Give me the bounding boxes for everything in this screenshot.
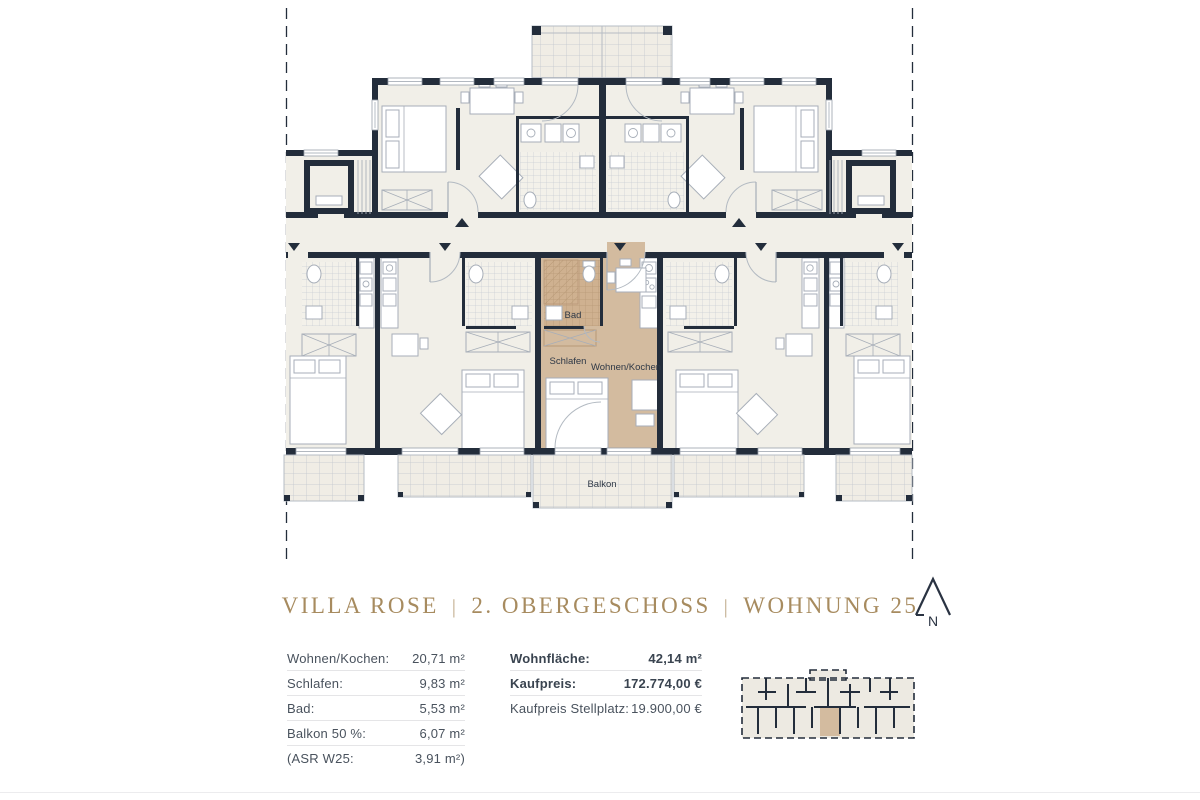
- table-row: [510, 696, 702, 720]
- row-label: Kaufpreis Stellplatz:: [510, 700, 630, 716]
- row-label: Wohnfläche:: [510, 650, 590, 666]
- room-label-bad: Bad: [564, 310, 582, 321]
- row-value: 5,53 m²: [419, 700, 465, 716]
- row-value: 9,83 m²: [419, 675, 465, 691]
- floor-plan: [280, 0, 920, 566]
- table-row: [287, 696, 465, 721]
- north-label: N: [927, 613, 939, 629]
- title-unit: WOHNUNG 25: [743, 593, 919, 618]
- room-label-schlafen: Schlafen: [549, 356, 587, 367]
- row-value: 19.900,00 €: [631, 700, 702, 716]
- table-row: [287, 671, 465, 696]
- table-row: [510, 671, 702, 696]
- table-row: [510, 646, 702, 671]
- elevator-left: [304, 160, 354, 214]
- bottom-divider: [0, 792, 1200, 793]
- row-label: Kaufpreis:: [510, 675, 577, 691]
- title-separator: |: [451, 596, 459, 618]
- title-project-name: VILLA ROSE: [281, 593, 439, 618]
- row-label: Balkon 50 %:: [287, 725, 367, 741]
- top-balcony: [532, 26, 672, 78]
- row-label: (ASR W25:: [287, 750, 354, 766]
- mini-highlighted-unit: [820, 708, 840, 736]
- room-areas-table: [287, 646, 465, 770]
- page-title: [0, 593, 1200, 619]
- title-separator: |: [723, 596, 731, 618]
- row-value: 20,71 m²: [412, 650, 465, 666]
- room-label-balkon: Balkon: [587, 479, 617, 490]
- row-label: Bad:: [287, 700, 315, 716]
- row-value: 42,14 m²: [648, 650, 702, 666]
- north-arrow-icon: [906, 569, 958, 631]
- elevator-right: [846, 160, 896, 214]
- table-row: [287, 721, 465, 746]
- row-value: 6,07 m²: [419, 725, 465, 741]
- table-row: [287, 746, 465, 770]
- row-label: Wohnen/Kochen:: [287, 650, 390, 666]
- title-floor: 2. OBERGESCHOSS: [471, 593, 711, 618]
- price-summary-table: [510, 646, 702, 720]
- room-label-wohnen-kochen: Wohnen/Kochen: [590, 362, 662, 373]
- mini-overview-plan: [736, 662, 920, 748]
- row-value: 172.774,00 €: [623, 675, 702, 691]
- corridor: [286, 218, 912, 252]
- row-value: 3,91 m²): [414, 750, 465, 766]
- table-row: [287, 646, 465, 671]
- row-label: Schlafen:: [287, 675, 344, 691]
